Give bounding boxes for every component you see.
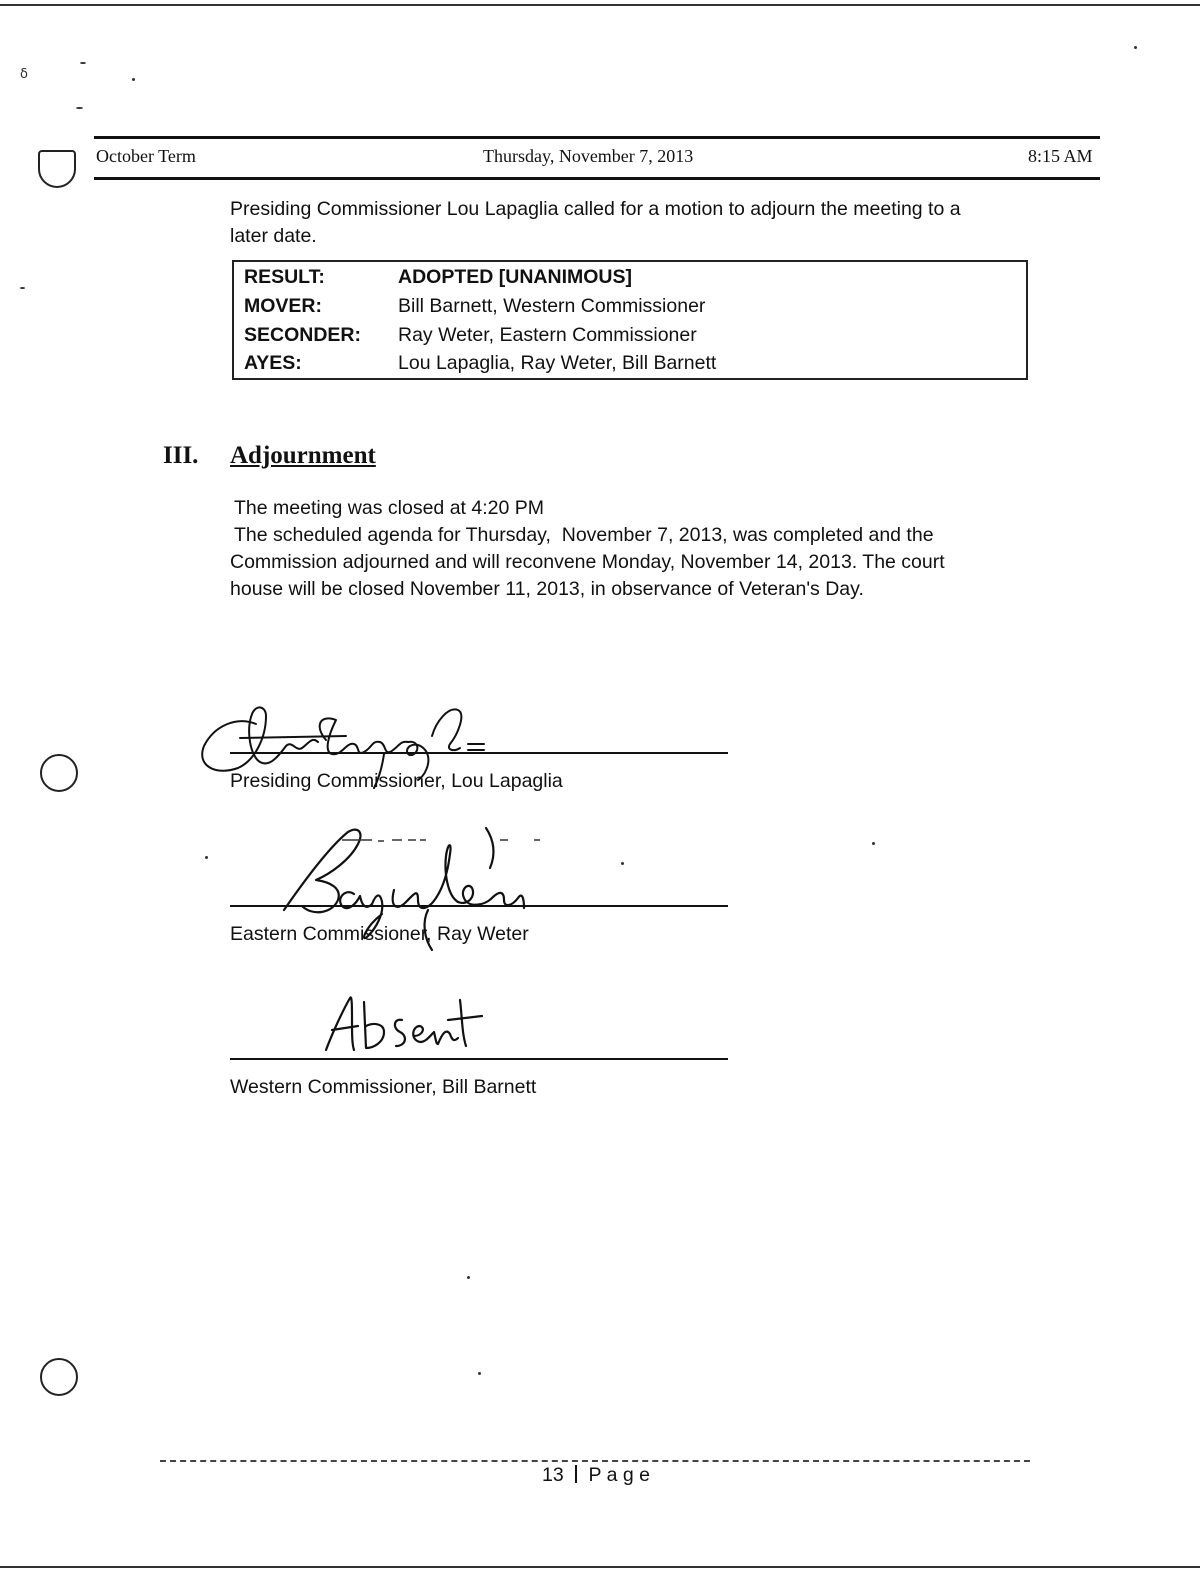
result-label: RESULT: xyxy=(244,266,325,288)
binder-hole xyxy=(40,754,78,792)
mover-value: Bill Barnett, Western Commissioner xyxy=(398,295,706,317)
speck xyxy=(80,62,86,64)
section-number: III. xyxy=(163,442,199,469)
mover-label: MOVER: xyxy=(244,295,322,317)
signature-line xyxy=(230,1058,728,1060)
header-top-rule xyxy=(94,136,1100,139)
speck xyxy=(478,1372,481,1375)
speck xyxy=(1134,46,1137,49)
scan-bottom-edge xyxy=(0,1566,1200,1568)
speck xyxy=(132,78,135,81)
adjournment-line-2: The scheduled agenda for Thursday, November 7, 2013, was completed and the xyxy=(234,524,934,546)
adjournment-line-1: The meeting was closed at 4:20 PM xyxy=(234,497,544,519)
signature-title: Presiding Commissioner, Lou Lapaglia xyxy=(230,770,563,792)
header-date: Thursday, November 7, 2013 xyxy=(483,146,694,166)
speck xyxy=(621,862,624,865)
motion-text-line-2: later date. xyxy=(230,225,317,247)
page-separator xyxy=(575,1465,577,1483)
vote-result-box xyxy=(232,260,1028,380)
scan-top-edge xyxy=(0,4,1200,6)
stray-mark: ẟ xyxy=(20,66,28,81)
page-number: 13 xyxy=(542,1464,564,1486)
speck xyxy=(467,1276,470,1279)
speck xyxy=(20,287,25,289)
binder-hole xyxy=(38,150,76,188)
speck xyxy=(205,856,208,859)
footer-rule xyxy=(160,1460,1030,1462)
ayes-value: Lou Lapaglia, Ray Weter, Bill Barnett xyxy=(398,352,717,374)
header-term: October Term xyxy=(96,146,196,166)
seconder-value: Ray Weter, Eastern Commissioner xyxy=(398,324,697,346)
signature-title: Eastern Commissioner, Ray Weter xyxy=(230,923,529,945)
ayes-label: AYES: xyxy=(244,352,302,374)
page-word: P a g e xyxy=(588,1464,650,1486)
signature-absent xyxy=(318,990,488,1060)
header-bottom-rule xyxy=(94,177,1100,180)
adjournment-line-4: house will be closed November 11, 2013, in observance of Veteran's Day. xyxy=(230,578,864,600)
seconder-label: SECONDER: xyxy=(244,324,362,346)
page-number-block xyxy=(542,1464,650,1487)
speck xyxy=(76,107,83,109)
section-title: Adjournment xyxy=(230,442,376,469)
binder-hole xyxy=(40,1358,78,1396)
motion-text-line-1: Presiding Commissioner Lou Lapaglia called for a motion to adjourn the meeting to a xyxy=(230,198,961,220)
result-value: ADOPTED [UNANIMOUS] xyxy=(398,266,632,288)
signature-line xyxy=(230,752,728,754)
signature-title: Western Commissioner, Bill Barnett xyxy=(230,1076,537,1098)
speck xyxy=(872,842,875,845)
signature-line xyxy=(230,905,728,907)
adjournment-line-3: Commission adjourned and will reconvene Monday, November 14, 2013. The court xyxy=(230,551,945,573)
header-time: 8:15 AM xyxy=(1028,146,1093,166)
